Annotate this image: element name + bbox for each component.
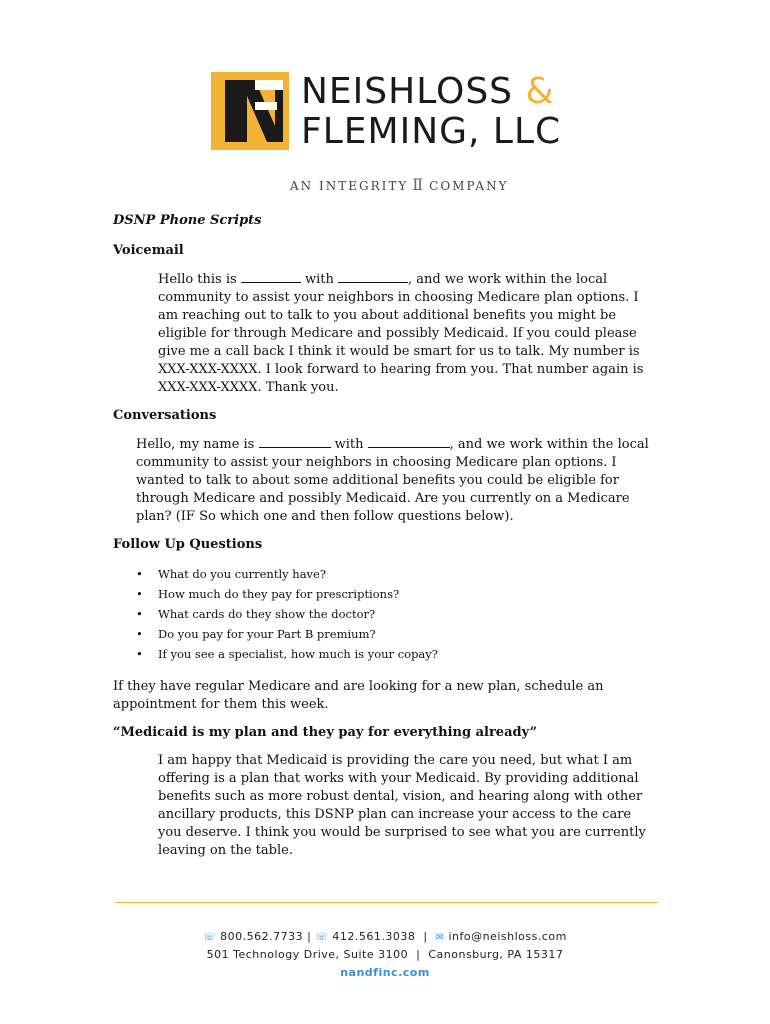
logo-line1: NEISHLOSS <box>301 71 514 112</box>
footer-phone1: 800.562.7733 <box>220 930 304 943</box>
fax-icon: ☏ <box>315 932 329 943</box>
medicaid-heading: “Medicaid is my plan and they pay for everything already” <box>113 725 538 740</box>
footer-address: 501 Technology Drive, Suite 3100 | Canonsburg, PA 15317 <box>206 948 564 961</box>
voicemail-text-1: Hello this is <box>158 272 237 287</box>
voicemail-heading: Voicemail <box>113 243 184 258</box>
tagline-left: AN INTEGRITY <box>290 179 409 193</box>
integrity-mark-icon: Ⅱ <box>412 175 426 194</box>
list-item: • If you see a specialist, how much is your copay? <box>158 644 658 664</box>
followup-list <box>113 564 658 664</box>
document-title: DSNP Phone Scripts <box>113 213 262 228</box>
list-item: • Do you pay for your Part B premium? <box>158 624 658 644</box>
nf-logo-mark-icon <box>211 72 289 150</box>
list-item: • What do you currently have? <box>158 564 658 584</box>
footer-email[interactable]: info@neishloss.com <box>448 930 567 943</box>
medicaid-response: I am happy that Medicaid is providing the care you need, but what I am offering is a plan that works with your Medicaid. By providing additional benefits such as more robust dental, vision, and hearing along with other ancillary products, this DSNP plan can increase your access to the care you deserve. I think you would be surprised to see what you are currently leaving on the table. <box>158 753 646 858</box>
footer-contact: ☏ 800.562.7733 | ☏ 412.561.3038 | ✉ info@neishloss.com <box>203 930 567 943</box>
followup-heading: Follow Up Questions <box>113 537 263 552</box>
logo-line2: FLEMING, LLC <box>301 111 562 152</box>
voicemail-script <box>158 270 658 397</box>
logo-amp: & <box>525 71 555 112</box>
conversations-script <box>136 435 658 526</box>
conversations-heading: Conversations <box>113 408 217 423</box>
name-blank <box>241 270 301 283</box>
conversation-text-1: Hello, my name is <box>136 437 255 452</box>
document-body <box>113 212 658 870</box>
voicemail-text-2: with <box>304 272 334 287</box>
logo-wordmark <box>301 72 561 152</box>
footer-phone2: 412.561.3038 <box>332 930 416 943</box>
name-blank <box>259 435 331 448</box>
conversation-text-3: , and we work within the local community to assist your neighbors in choosing Medicare plan options. I wanted to talk to about some additional benefits you could be eligible for through Medicare and possibly Medicaid. Are you currently on a Medicare plan? (IF So which one and then follow questions below). <box>136 437 649 524</box>
footer-city: Canonsburg, PA 15317 <box>428 948 564 961</box>
company-blank <box>338 270 408 283</box>
phone-icon: ☏ <box>203 932 217 943</box>
tagline-right: COMPANY <box>429 179 509 193</box>
company-logo <box>211 72 571 162</box>
footer-website-link[interactable]: nandfinc.com <box>340 966 430 979</box>
footer-street: 501 Technology Drive, Suite 3100 <box>206 948 409 961</box>
conversation-text-2: with <box>334 437 364 452</box>
integrity-tagline <box>290 175 509 194</box>
list-item: • How much do they pay for prescriptions? <box>158 584 658 604</box>
list-item: • What cards do they show the doctor? <box>158 604 658 624</box>
voicemail-text-3: , and we work within the local community to assist your neighbors in choosing Medicare plan options. I am reaching out to talk to you about additional benefits you might be eligible for through Medicare and possibly Medicaid. If you could please give me a call back I think it would be smart for us to talk. My number is XXX-XXX-XXXX. I look forward to hearing from you. That number again is XXX-XXX-XXXX. Thank you. <box>158 272 644 395</box>
email-icon: ✉ <box>435 932 445 943</box>
company-blank <box>368 435 450 448</box>
footer-divider <box>115 902 658 903</box>
regular-medicare-note: If they have regular Medicare and are looking for a new plan, schedule an appointment for them this week. <box>113 679 604 712</box>
